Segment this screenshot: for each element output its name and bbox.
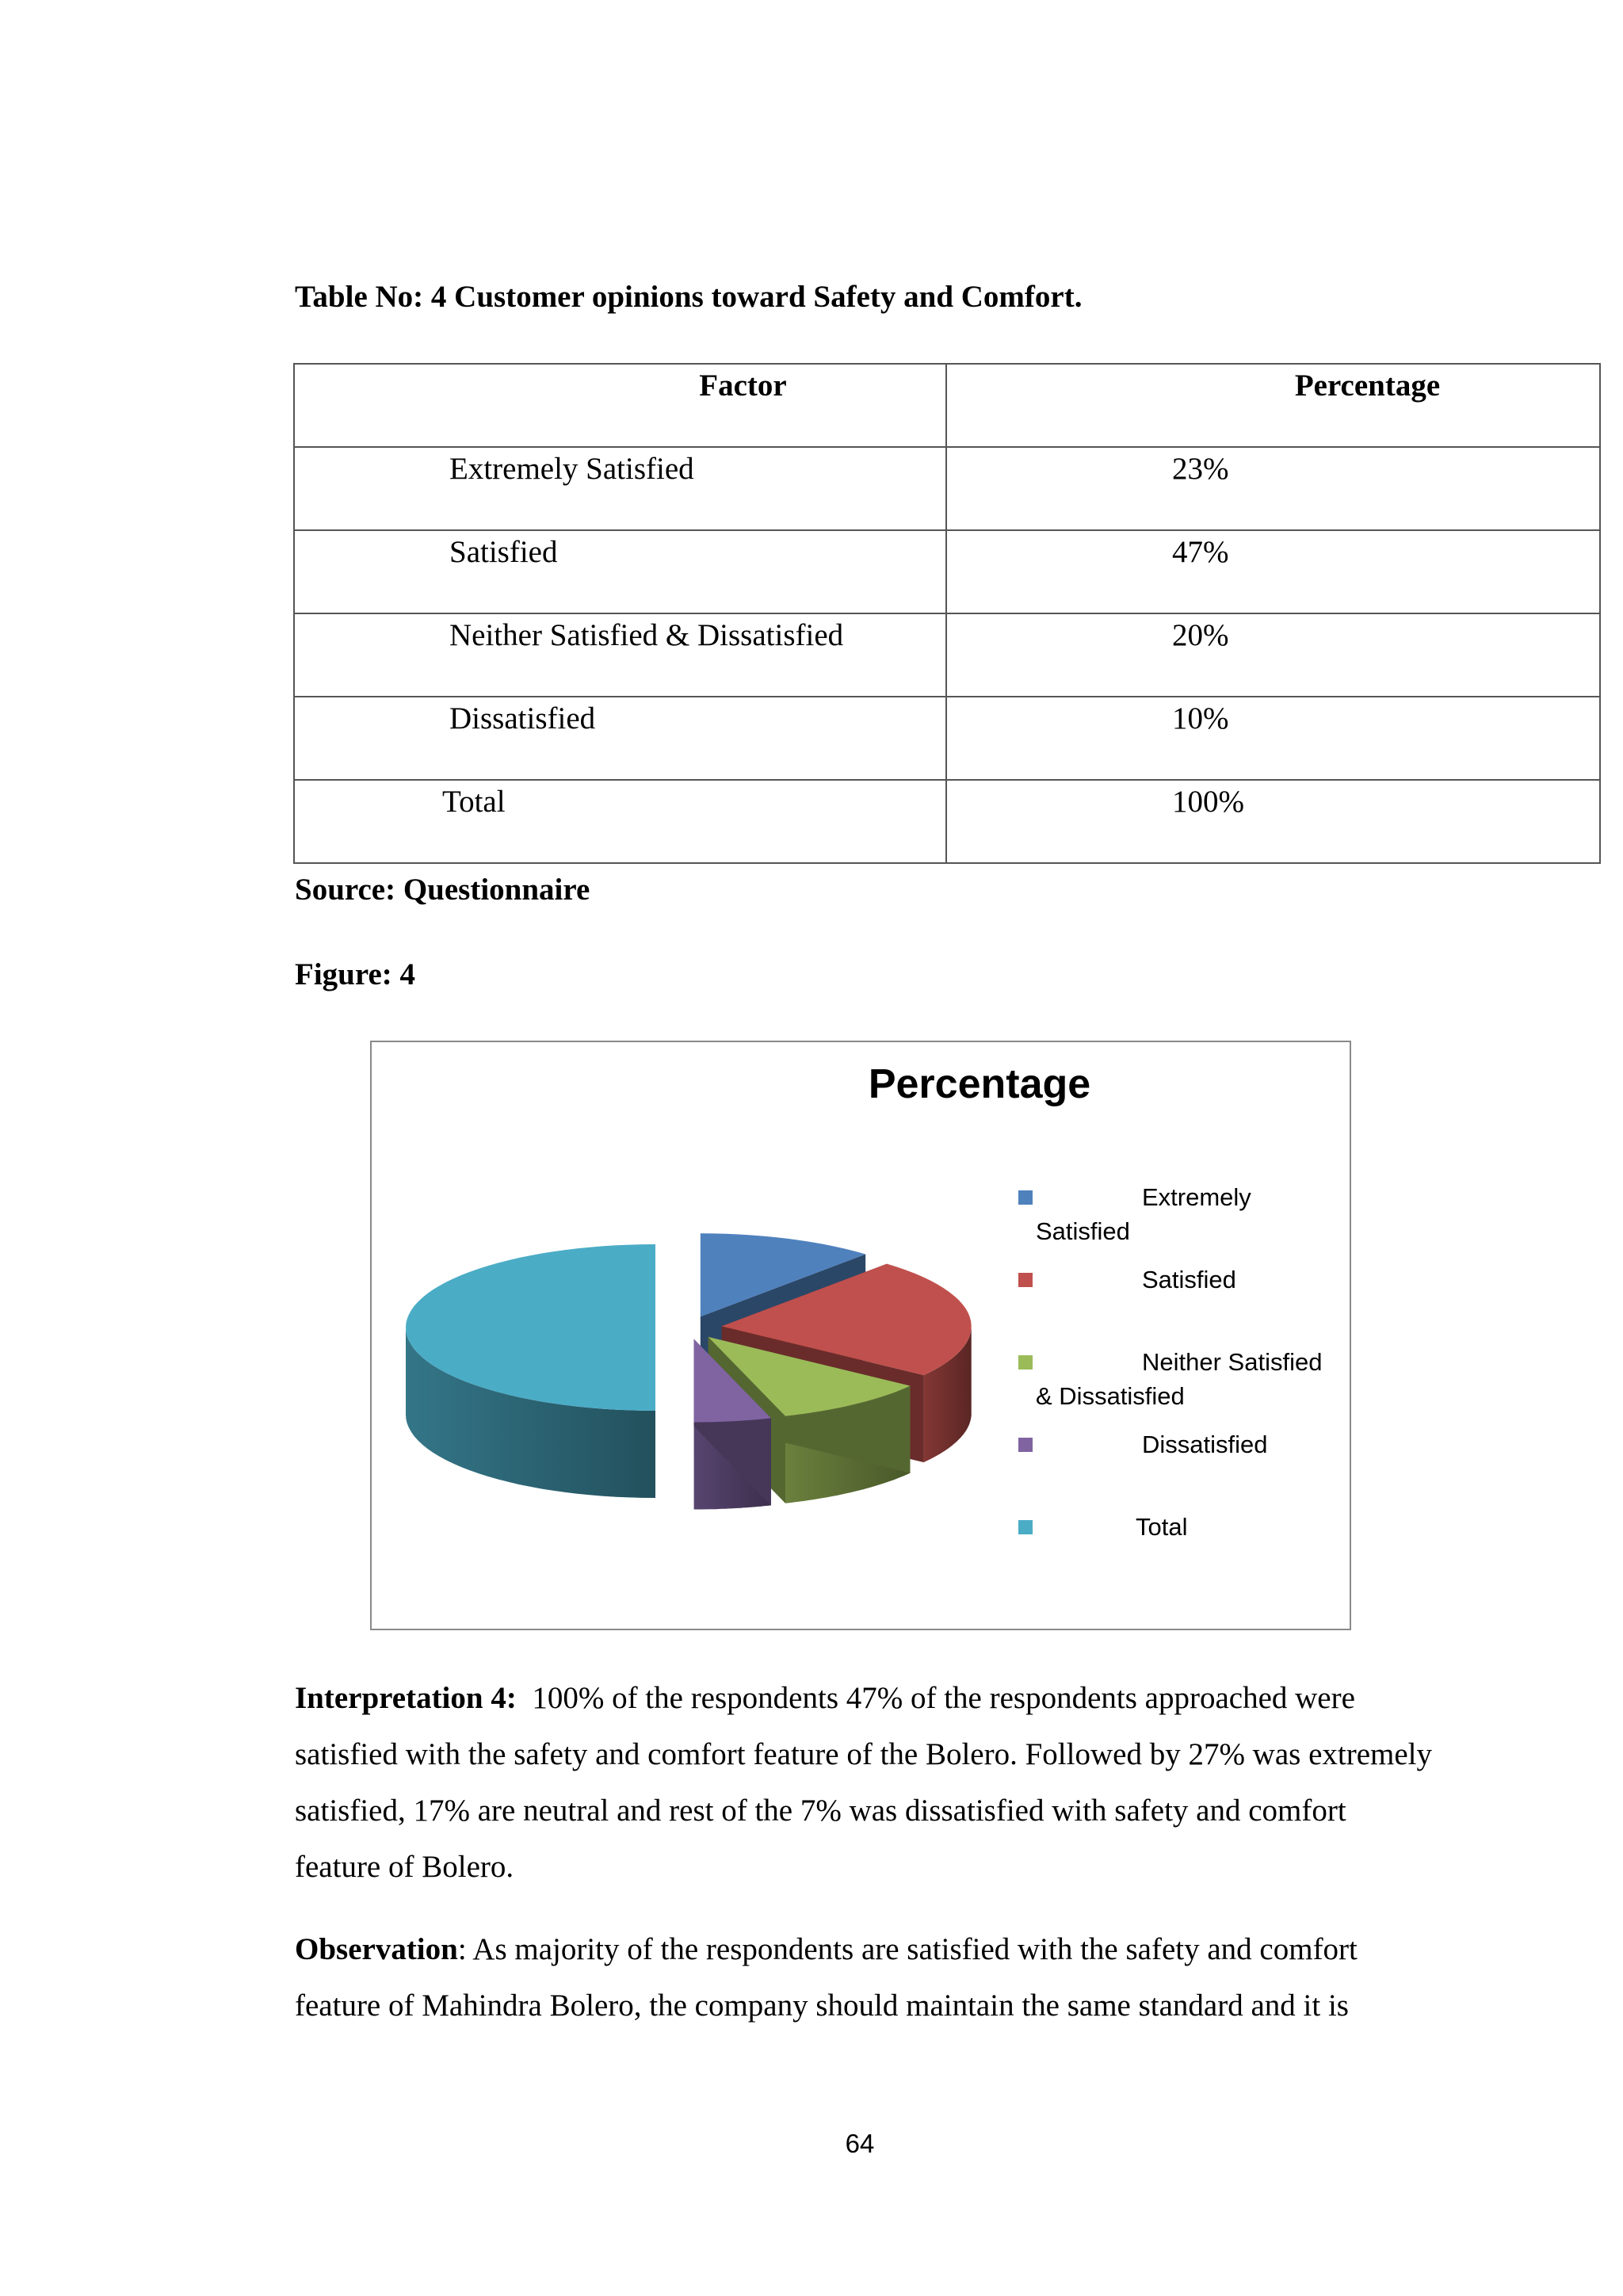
legend-label: Dissatisfied [1142,1431,1268,1458]
legend-swatch [1018,1520,1033,1534]
percentage-text: 20% [1172,618,1229,652]
legend-label: Neither Satisfied [1142,1348,1323,1376]
percentage-text: 23% [1172,452,1229,486]
observation-label: Observation [295,1932,458,1966]
factor-text: Satisfied [449,535,558,569]
factor-cell [294,530,946,613]
interpretation-label: Interpretation 4: [295,1681,517,1715]
factor-cell [294,613,946,697]
header-factor [294,364,946,447]
table-row [294,613,1600,697]
pie-chart-svg [372,1042,1350,1629]
factor-text: Neither Satisfied & Dissatisfied [449,618,844,652]
percentage-text: 100% [1172,785,1244,819]
factor-cell [294,447,946,530]
header-factor-text: Factor [699,369,787,403]
factor-cell [294,780,946,863]
opinion-table [293,363,1601,864]
observation-paragraph [295,1921,1436,2034]
page-number: 64 [845,2129,875,2158]
source-note: Source: Questionnaire [295,873,590,907]
legend-swatch [1018,1190,1033,1205]
percentage-cell [946,697,1600,780]
pie-slice-total [406,1244,655,1498]
legend-label: Total [1136,1513,1188,1541]
percentage-text: 47% [1172,535,1229,569]
table-row [294,447,1600,530]
chart-legend [1018,1183,1322,1541]
table-row-total [294,780,1600,863]
factor-text: Extremely Satisfied [449,452,694,486]
factor-text: Dissatisfied [449,701,596,735]
legend-label: Satisfied [1142,1266,1236,1293]
legend-label: Extremely [1142,1183,1251,1211]
observation-text: : As majority of the respondents are satisfied with the safety and comfort feature of Mahindra Bolero, the company should maintain the same standard and it is [295,1932,1358,2023]
figure-label: Figure: 4 [295,957,416,991]
pie-chart [370,1041,1351,1630]
legend-swatch [1018,1355,1033,1370]
header-percentage-text: Percentage [1294,369,1441,403]
pie-slices [406,1233,972,1509]
legend-label: & Dissatisfied [1036,1382,1185,1410]
factor-cell [294,697,946,780]
percentage-cell [946,530,1600,613]
table-row [294,697,1600,780]
header-percentage [946,364,1600,447]
chart-title: Percentage [868,1061,1091,1107]
factor-text: Total [442,785,506,819]
percentage-text: 10% [1172,701,1229,735]
legend-swatch [1018,1273,1033,1287]
percentage-cell [946,613,1600,697]
interpretation-paragraph [295,1670,1436,1895]
table-header-row [294,364,1600,447]
table-row [294,530,1600,613]
table-title: Table No: 4 Customer opinions toward Safety and Comfort. [295,280,1083,314]
interpretation-text: 100% of the respondents 47% of the respondents approached were satisfied with the safety and comfort feature of the Bolero. Followed by 27% was extremely satisfied, 17% are neutral and rest of the 7% was dissatisfied with safety and comfort feature of Bolero. [295,1681,1433,1884]
percentage-cell [946,447,1600,530]
legend-label: Satisfied [1036,1217,1130,1245]
percentage-cell [946,780,1600,863]
legend-swatch [1018,1438,1033,1452]
